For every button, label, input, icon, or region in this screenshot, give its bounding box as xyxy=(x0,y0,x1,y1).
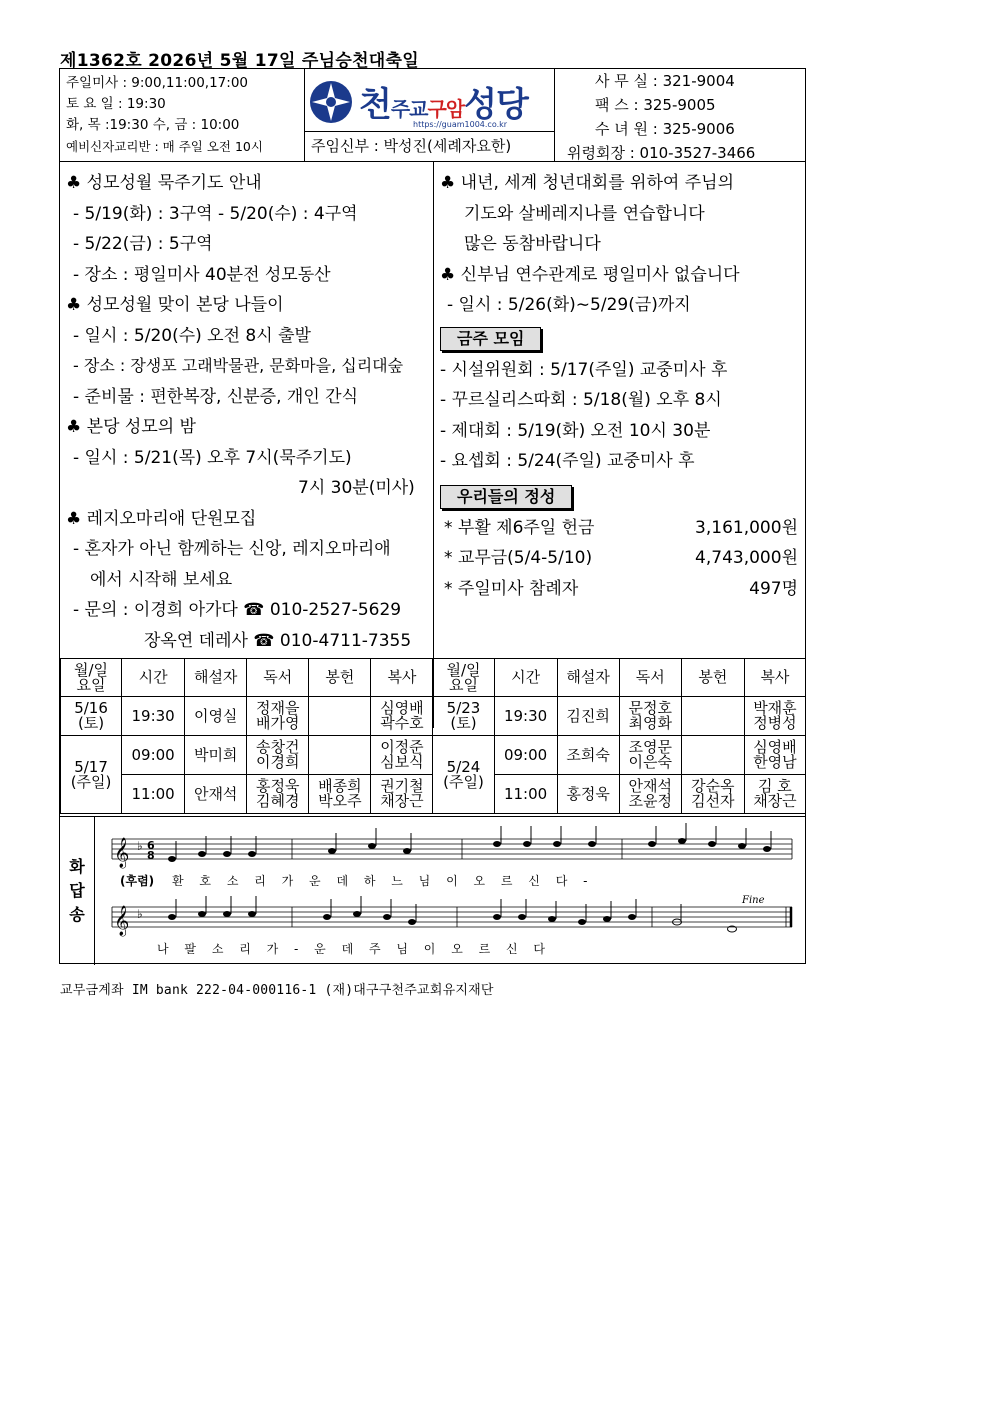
meetings-tag: 금주 모임 xyxy=(440,327,541,351)
offering-cell xyxy=(309,697,371,736)
offering-tag: 우리들의 정성 xyxy=(440,485,572,509)
header-cell: 월/일 요일 xyxy=(61,659,122,697)
server-cell: 심영배 한영남 xyxy=(744,736,805,775)
meeting-item: - 제대회 : 5/19(화) 오전 10시 30분 xyxy=(440,420,711,441)
time-cell: 19:30 xyxy=(122,697,185,736)
mass-schedule-table xyxy=(60,658,806,814)
lyrics-line-1: 환 호 소 리 가 운 데 하 느 님 이 오 르 신 다 - xyxy=(172,874,594,888)
notice-heading: ♣ 신부님 연수관계로 평일미사 없습니다 xyxy=(440,264,740,285)
logo-box xyxy=(305,69,555,161)
refrain-marker: (후렴) xyxy=(120,874,155,888)
svg-text:♭: ♭ xyxy=(137,839,143,853)
header-cell: 복사 xyxy=(371,659,433,697)
parish-name: 천주교구암성당 xyxy=(359,85,528,125)
table-row xyxy=(61,697,806,736)
notice-item: - 준비물 : 편한복장, 신분증, 개인 간식 xyxy=(73,386,358,407)
psalm-score xyxy=(102,817,802,965)
svg-text:6: 6 xyxy=(147,839,155,852)
header-cell: 봉헌 xyxy=(309,659,371,697)
reading-cell: 조영문 이은숙 xyxy=(619,736,681,775)
account-footer: 교무금계좌 IM bank 222-04-000116-1 (재)대구구천주교회유지재단 xyxy=(60,983,494,998)
table-header-row xyxy=(61,659,806,697)
notice-item: - 일시 : 5/21(목) 오후 7시(묵주기도) xyxy=(73,447,352,468)
notice-item: 많은 동참바랍니다 xyxy=(464,234,601,254)
commentator-cell: 이영실 xyxy=(185,697,247,736)
notice-heading: ♣ 내년, 세계 청년대회를 위하여 주님의 xyxy=(440,173,734,193)
reading-cell: 정재을 배가영 xyxy=(247,697,309,736)
offering-cell: 강순옥 김선자 xyxy=(681,775,744,814)
notice-item: 장옥연 데레사 ☎ 010-4711-7355 xyxy=(144,630,412,651)
mass-times-box xyxy=(60,69,305,161)
meeting-item: - 요셉회 : 5/24(주일) 교중미사 후 xyxy=(440,451,695,471)
notice-item: - 혼자가 아닌 함께하는 신앙, 레지오마리애 xyxy=(73,539,391,559)
mass-time-line: 예비신자교리반 : 매 주일 오전 10시 xyxy=(66,139,263,154)
table-row xyxy=(61,736,806,775)
server-cell: 심영배 곽수호 xyxy=(371,697,433,736)
notice-item: - 문의 : 이경희 아가다 ☎ 010-2527-5629 xyxy=(73,600,402,620)
pastor-name: 주임신부 : 박성진(세례자요한) xyxy=(305,131,554,161)
date-cell: 5/23 (토) xyxy=(433,697,494,736)
reading-cell: 홍정욱 김혜경 xyxy=(247,775,309,814)
server-cell: 김 호 채장근 xyxy=(744,775,805,814)
offering-row: * 부활 제6주일 헌금 3,161,000원 xyxy=(444,517,798,538)
notice-item: - 5/22(금) : 5구역 xyxy=(73,234,213,254)
server-cell: 박재훈 정병성 xyxy=(744,697,805,736)
header-cell: 봉헌 xyxy=(681,659,744,697)
commentator-cell: 안재석 xyxy=(185,775,247,814)
server-cell: 권기철 채장근 xyxy=(371,775,433,814)
psalm-label: 화 답 송 xyxy=(60,817,95,965)
lyrics-line-2: 나 팔 소 리 가 - 운 데 주 님 이 오 르 신 다 xyxy=(157,942,552,956)
meeting-item: - 꾸르실리스따회 : 5/18(월) 오후 8시 xyxy=(440,390,722,410)
contact-convent: 수 녀 원 : 325-9006 xyxy=(595,120,735,138)
left-notices xyxy=(60,161,434,728)
parish-url[interactable]: https://guam1004.co.kr xyxy=(413,120,508,129)
bulletin-title: 제1362호 2026년 5월 17일 주님승천대축일 xyxy=(60,51,419,71)
header-cell: 해설자 xyxy=(185,659,247,697)
server-cell: 이정준 심보식 xyxy=(371,736,433,775)
offering-cell xyxy=(681,736,744,775)
time-cell: 19:30 xyxy=(494,697,557,736)
church-emblem-icon xyxy=(309,80,353,124)
svg-text:𝄞: 𝄞 xyxy=(114,838,130,868)
time-cell: 11:00 xyxy=(494,775,557,814)
time-cell: 09:00 xyxy=(494,736,557,775)
responsorial-psalm xyxy=(60,816,806,965)
notice-heading: ♣ 성모성월 맞이 본당 나들이 xyxy=(66,295,284,315)
notice-item: - 장소 : 장생포 고래박물관, 문화마을, 십리대숲 xyxy=(73,356,404,375)
fine-marker: Fine xyxy=(742,895,765,906)
header-cell: 독서 xyxy=(619,659,681,697)
contact-office: 사 무 실 : 321-9004 xyxy=(595,72,735,90)
time-cell: 11:00 xyxy=(122,775,185,814)
contact-fax: 팩 스 : 325-9005 xyxy=(595,96,716,114)
header-cell: 복사 xyxy=(744,659,805,697)
notice-heading: ♣ 레지오마리애 단원모집 xyxy=(66,508,257,529)
commentator-cell: 홍정욱 xyxy=(557,775,619,814)
reading-cell: 문정호 최영화 xyxy=(619,697,681,736)
date-cell: 5/17 (주일) xyxy=(61,736,122,814)
offering-cell xyxy=(309,736,371,775)
notice-item: 7시 30분(미사) xyxy=(298,478,415,498)
notice-heading: ♣ 본당 성모의 밤 xyxy=(66,417,196,437)
commentator-cell: 조희숙 xyxy=(557,736,619,775)
svg-text:𝄞: 𝄞 xyxy=(114,906,130,936)
svg-text:8: 8 xyxy=(147,849,155,862)
header-cell: 해설자 xyxy=(557,659,619,697)
header-cell: 시간 xyxy=(122,659,185,697)
reading-cell: 안재석 조윤정 xyxy=(619,775,681,814)
right-notices xyxy=(434,161,806,728)
reading-cell: 송창건 이경희 xyxy=(247,736,309,775)
bulletin-frame xyxy=(59,68,806,964)
notice-item: - 일시 : 5/26(화)∼5/29(금)까지 xyxy=(447,295,691,315)
header-cell: 독서 xyxy=(247,659,309,697)
contacts-box xyxy=(555,69,805,161)
date-cell: 5/24 (주일) xyxy=(433,736,494,814)
notice-heading: ♣ 성모성월 묵주기도 안내 xyxy=(66,173,262,193)
header-cell: 시간 xyxy=(494,659,557,697)
header-cell: 월/일 요일 xyxy=(433,659,494,697)
offering-cell xyxy=(681,697,744,736)
parish-logo xyxy=(309,77,528,126)
commentator-cell: 박미희 xyxy=(185,736,247,775)
time-cell: 09:00 xyxy=(122,736,185,775)
meeting-item: - 시설위원회 : 5/17(주일) 교중미사 후 xyxy=(440,359,728,380)
date-cell: 5/16 (토) xyxy=(61,697,122,736)
offering-cell: 배종희 박오주 xyxy=(309,775,371,814)
commentator-cell: 김진희 xyxy=(557,697,619,736)
notice-item: - 5/19(화) : 3구역 - 5/20(수) : 4구역 xyxy=(73,203,358,224)
contact-memorial: 위령회장 : 010-3527-3466 xyxy=(567,144,756,162)
mass-time-line: 토 요 일 : 19:30 xyxy=(66,96,166,112)
offering-row: * 교무금(5/4-5/10) 4,743,000원 xyxy=(444,548,798,568)
mass-time-line: 주일미사 : 9:00,11:00,17:00 xyxy=(66,75,249,91)
notice-item: - 일시 : 5/20(수) 오전 8시 출발 xyxy=(73,325,311,346)
svg-text:♭: ♭ xyxy=(137,907,143,921)
notice-item: 에서 시작해 보세요 xyxy=(90,569,233,590)
notice-item: 기도와 살베레지나를 연습합니다 xyxy=(464,203,705,224)
mass-time-line: 화, 목 :19:30 수, 금 : 10:00 xyxy=(66,117,240,133)
notice-item: - 장소 : 평일미사 40분전 성모동산 xyxy=(73,264,331,285)
offering-row: * 주일미사 참례자 497명 xyxy=(444,578,798,599)
